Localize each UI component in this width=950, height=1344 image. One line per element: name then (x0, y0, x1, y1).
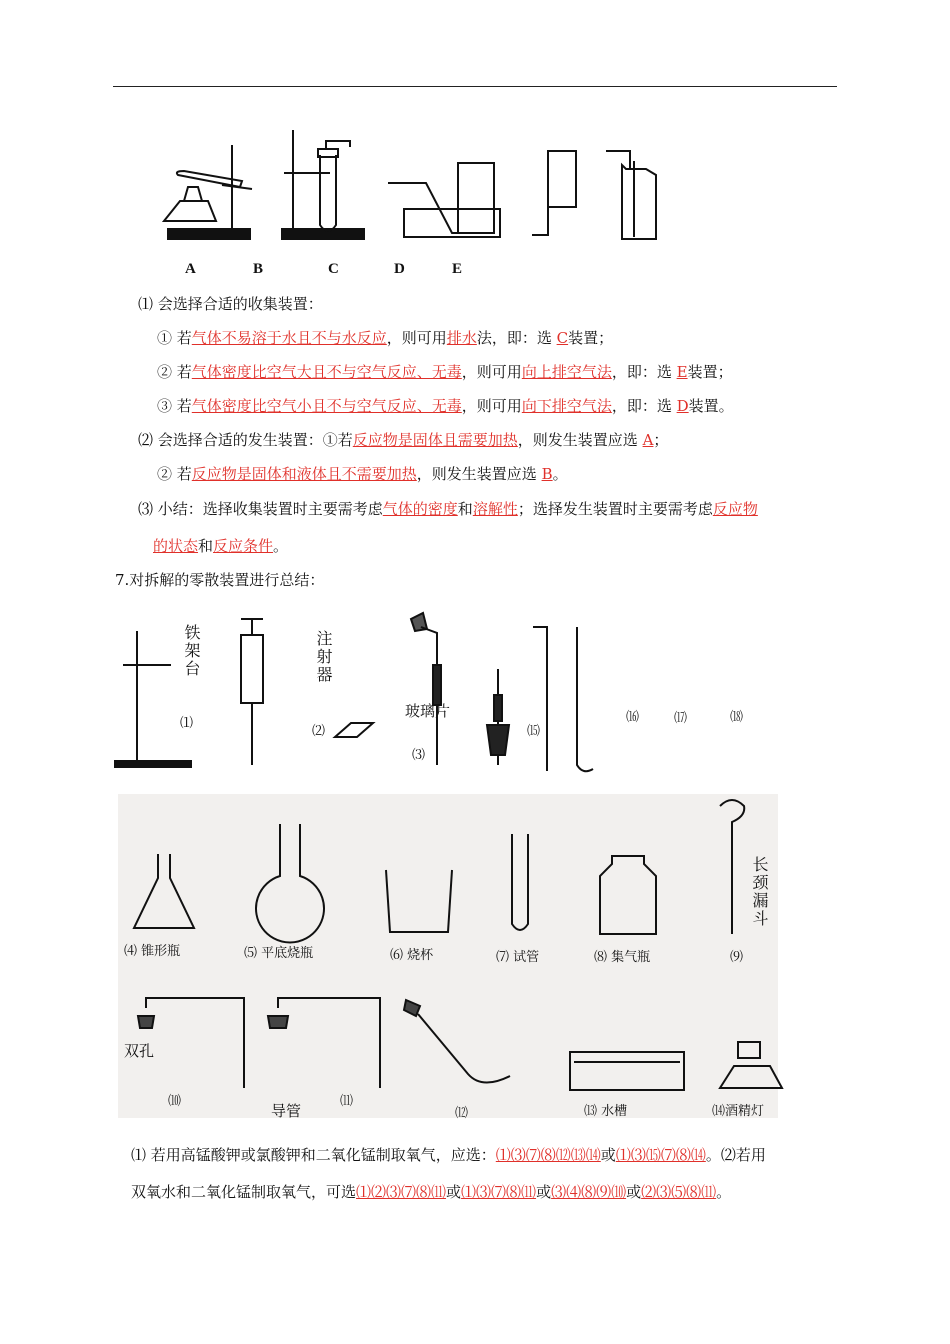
label-d: D (394, 261, 405, 277)
label-beaker: ⑹ 烧杯 (390, 948, 434, 963)
label-conical-flask: ⑷ 锥形瓶 (124, 944, 181, 959)
syringe-label: 注射器 (314, 630, 333, 684)
label-double-hole: 双孔 (124, 1042, 155, 1060)
sec1-title: ⑴ 会选择合适的收集装置： (138, 295, 323, 313)
answer-line2: 双氧水和二氧化锰制取氧气，可选⑴⑵⑶⑺⑻⑾或⑴⑶⑺⑻⑾或⑶⑷⑻⑼⑽或⑵⑶⑸⑻⑾。 (131, 1183, 732, 1201)
num-11: ⑾ (340, 1094, 354, 1109)
num-1: ⑴ (180, 716, 194, 731)
num-2: ⑵ (312, 724, 326, 739)
question-7: 7.对拆解的零散装置进行总结： (115, 571, 325, 589)
glassware-figure (118, 794, 778, 1118)
label-alcohol-lamp: ⒁酒精灯 (712, 1104, 765, 1119)
num-15: ⒂ (527, 724, 541, 739)
label-gas-jar: ⑻ 集气瓶 (594, 950, 651, 965)
label-a: A (185, 261, 196, 277)
num-18: ⒅ (730, 710, 744, 725)
num-3: ⑶ (412, 748, 426, 763)
header-rule (113, 86, 837, 87)
num-9: ⑼ (730, 950, 744, 965)
sec1-line2: ② 若气体密度比空气大且不与空气反应、无毒，则可用向上排空气法，即：选 E装置； (157, 363, 733, 381)
answer-line1: ⑴ 若用高锰酸钾或氯酸钾和二氧化锰制取氧气，应选：⑴⑶⑺⑻⑿⒀⒁或⑴⑶⒂⑺⑻⒁。⑵若用 (131, 1146, 766, 1164)
label-b: B (253, 261, 264, 277)
num-10: ⑽ (168, 1094, 182, 1109)
sec2-line2: ② 若反应物是固体和液体且不需要加热，则发生装置应选 B。 (157, 465, 568, 483)
sec1-line3: ③ 若气体密度比空气小且不与空气反应、无毒，则可用向下排空气法，即：选 D装置。 (157, 397, 734, 415)
label-trough: ⒀ 水槽 (584, 1104, 628, 1119)
label-test-tube: ⑺ 试管 (496, 950, 540, 965)
apparatus-figure-top (160, 125, 680, 255)
label-pipe: 导管 (271, 1102, 302, 1120)
iron-stand-label: 铁架台 (182, 624, 201, 678)
label-round-flask: ⑸ 平底烧瓶 (244, 946, 314, 961)
sec2-line1: ⑵ 会选择合适的发生装置：①若反应物是固体且需要加热，则发生装置应选 A； (138, 431, 669, 449)
num-12: ⑿ (455, 1106, 469, 1121)
label-c: C (328, 261, 339, 277)
label-funnel: 长颈漏斗 (750, 856, 769, 928)
label-e: E (452, 261, 463, 277)
num-17: ⒄ (674, 711, 688, 726)
num-16: ⒃ (626, 710, 640, 725)
sec1-line1: ① 若气体不易溶于水且不与水反应，则可用排水法，即：选 C装置； (157, 329, 614, 347)
glass-plate-label: 玻璃片 (405, 702, 451, 720)
sec3-line2: 的状态和反应条件。 (153, 537, 289, 555)
sec3-line1: ⑶ 小结：选择收集装置时主要需考虑气体的密度和溶解性；选择发生装置时主要需考虑反应物 (138, 500, 758, 518)
